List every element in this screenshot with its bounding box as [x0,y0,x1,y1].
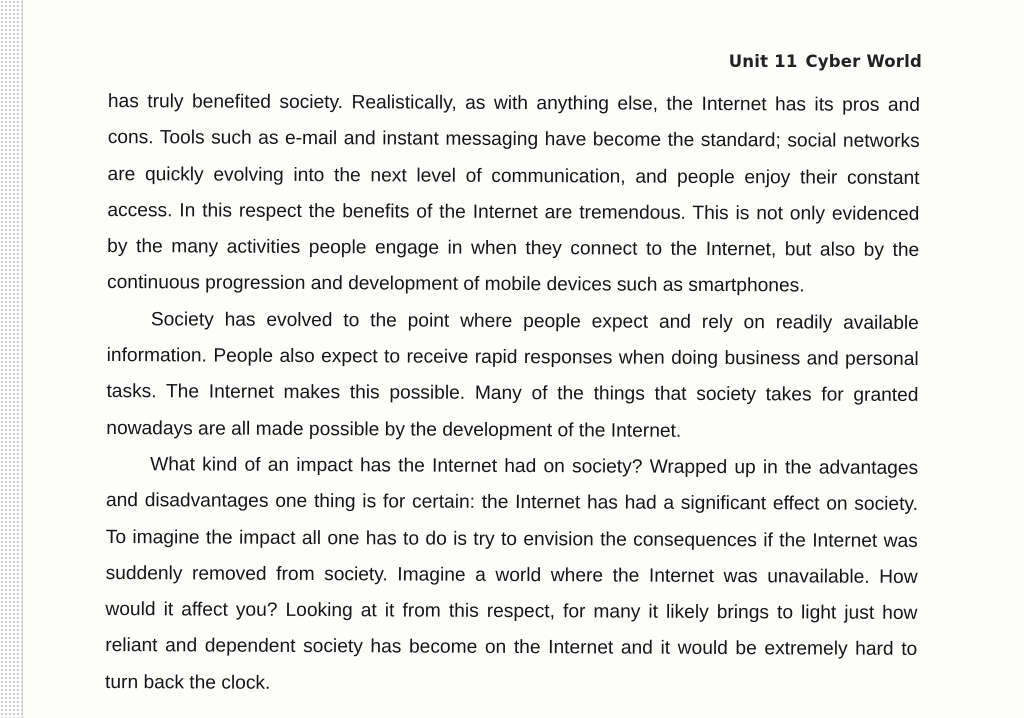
unit-title: Cyber World [805,52,922,71]
page-binding-line [22,0,23,718]
paragraph-continued: has truly benefited society. Realistically, as with anything else, the Internet has its pros and cons. Tools such as e-mail and instant messaging have become the standard; social networks are quickly evolving into the next level of communication, and people enjoy their constant access. In this respect the benefits of the Internet are tremendous. This is not only evidenced by the many activities people engage in when they connect to the Internet, but also by the continuous progression and development of mobile devices such as smartphones. [106,90,920,297]
body-text [105,84,920,705]
paragraph: What kind of an impact has the Internet had on society? Wrapped up in the advantages and disadvantages one thing is for certain: the Internet has had a significant effect on society. To imagine the impact all one has to do is try to envision the consequences if the Internet was suddenly removed from society. Imagine a world where the Internet was unavailable. How would it affect you? Looking at it from this respect, for many it likely brings to light just how reliant and dependent society has become on the Internet and it would be extremely hard to turn back the clock. [105,454,919,694]
page-binding-edge [0,0,22,718]
running-header [729,52,922,71]
paragraph: Society has evolved to the point where people expect and rely on readily available information. People also expect to receive rapid responses when doing business and personal tasks. The Internet makes this possible. Many of the things that society takes for granted nowadays are all made possible by the development of the Internet. [106,308,919,442]
unit-number: Unit 11 [728,52,798,71]
